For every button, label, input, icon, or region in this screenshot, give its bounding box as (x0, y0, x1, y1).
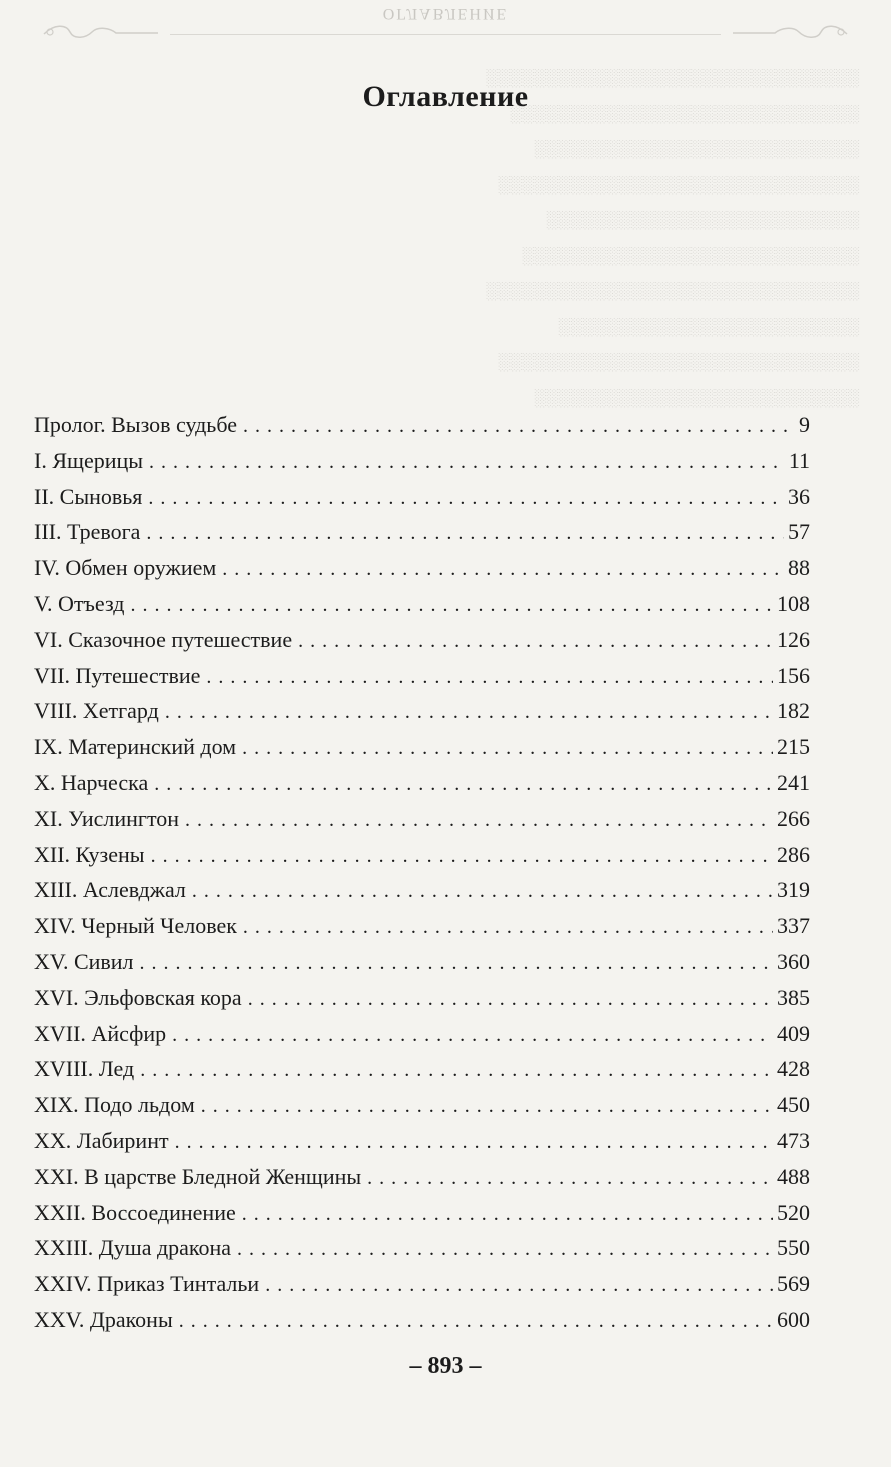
toc-entry-title: Пролог. Вызов судьбе (34, 412, 238, 437)
toc-entry-page: 126 (777, 626, 810, 652)
dot-leader (242, 1195, 773, 1231)
dot-leader (154, 765, 773, 801)
toc-entry[interactable] (34, 1087, 810, 1123)
toc-entry[interactable] (34, 872, 810, 908)
dot-leader (185, 801, 773, 837)
toc-entry[interactable] (34, 514, 810, 550)
page-title: Оглавление (362, 80, 529, 114)
toc-entry-title: XXV. Драконы (34, 1306, 173, 1332)
page-number: – 893 – (409, 1353, 482, 1379)
dot-leader (146, 514, 784, 550)
toc-entry-title: XVIII. Лед (34, 1056, 135, 1082)
toc-entry-page: 88 (788, 555, 810, 581)
toc-entry-page: 600 (777, 1306, 810, 1332)
toc-entry[interactable] (34, 801, 810, 837)
dot-leader (151, 837, 773, 873)
toc-entry[interactable] (34, 980, 810, 1016)
toc-entry-title: VII. Путешествие (34, 662, 201, 688)
dot-leader (201, 1087, 773, 1123)
toc-entry-title: XIII. Аслевджал (34, 877, 186, 903)
toc-entry-title: XVII. Айсфир (34, 1020, 167, 1046)
toc-entry-page: 319 (777, 877, 810, 903)
toc-entry-page: 337 (777, 913, 810, 939)
toc-entry[interactable] (34, 550, 810, 586)
toc-entry-title: XX. Лабиринт (34, 1127, 169, 1153)
dot-leader (175, 1123, 773, 1159)
toc-entry[interactable] (34, 1051, 810, 1087)
toc-entry-title: XI. Уислингтон (34, 805, 180, 831)
toc-entry[interactable] (34, 1159, 810, 1195)
dot-leader (248, 980, 773, 1016)
toc-entry-title: II. Сыновья (34, 483, 143, 509)
toc-entry[interactable] (34, 1016, 810, 1052)
toc-entry-title: IX. Материнский дом (34, 734, 237, 760)
toc-entry-page: 108 (777, 590, 810, 616)
dot-leader (192, 872, 773, 908)
toc-entry-title: XIV. Черный Человек (34, 913, 237, 939)
dot-leader (243, 908, 773, 944)
toc-entry-title: XII. Кузены (34, 841, 145, 867)
toc-entry-page: 241 (777, 769, 810, 795)
toc-entry[interactable] (34, 908, 810, 944)
toc-entry-page: 215 (777, 734, 810, 760)
toc-entry-page: 488 (777, 1163, 810, 1189)
toc-entry-page: 385 (777, 984, 810, 1010)
dot-leader (367, 1159, 773, 1195)
toc-entry-title: XV. Сивил (34, 948, 134, 974)
toc-entry-page: 450 (777, 1092, 810, 1118)
dot-leader (222, 550, 784, 586)
toc-entry-title: XXIV. Приказ Тинтальи (34, 1271, 260, 1297)
ornament-right-icon (731, 22, 851, 42)
toc-entry[interactable] (34, 693, 810, 729)
dot-leader (298, 622, 773, 658)
toc-entry-title: XIX. Подо льдом (34, 1092, 195, 1118)
dot-leader (243, 407, 792, 443)
toc-entry[interactable] (34, 1123, 810, 1159)
toc-entry-page: 428 (777, 1056, 810, 1082)
toc-entry-title: VI. Сказочное путешествие (34, 626, 293, 652)
toc-entry[interactable] (34, 1266, 810, 1302)
toc-entry-page: 360 (777, 948, 810, 974)
toc-entry-page: 266 (777, 805, 810, 831)
toc-entry[interactable] (34, 407, 810, 443)
toc-entry[interactable] (34, 1302, 810, 1338)
ornament-left-icon (40, 22, 160, 42)
toc-entry-page: 11 (788, 447, 810, 473)
dot-leader (237, 1230, 773, 1266)
toc-entry-title: V. Отъезд (34, 590, 125, 616)
toc-entry-page: 286 (777, 841, 810, 867)
toc-entry-page: 569 (777, 1271, 810, 1297)
toc-entry[interactable] (34, 765, 810, 801)
running-head: ОГЛАВЛЕНИЕ (382, 5, 509, 22)
toc-entry-page: 9 (799, 412, 810, 437)
toc-entry-title: III. Тревога (34, 519, 141, 545)
toc-entry[interactable] (34, 729, 810, 765)
toc-entry[interactable] (34, 658, 810, 694)
toc-entry[interactable] (34, 443, 810, 479)
toc-entry-title: X. Нарческа (34, 769, 149, 795)
table-of-contents (34, 407, 810, 1338)
toc-entry-page: 550 (777, 1235, 810, 1261)
dot-leader (242, 729, 773, 765)
dot-leader (130, 586, 773, 622)
dot-leader (206, 658, 773, 694)
dot-leader (179, 1302, 773, 1338)
dot-leader (265, 1266, 773, 1302)
toc-entry[interactable] (34, 1195, 810, 1231)
dot-leader (149, 443, 785, 479)
toc-entry-page: 473 (777, 1127, 810, 1153)
toc-entry-title: XXIII. Душа дракона (34, 1235, 232, 1261)
toc-entry[interactable] (34, 837, 810, 873)
header-rule (170, 34, 721, 35)
toc-entry[interactable] (34, 622, 810, 658)
toc-entry-title: XXII. Воссоединение (34, 1199, 236, 1225)
dot-leader (140, 1051, 773, 1087)
toc-entry[interactable] (34, 586, 810, 622)
toc-entry-page: 520 (777, 1199, 810, 1225)
dot-leader (140, 944, 773, 980)
toc-entry-title: IV. Обмен оружием (34, 555, 217, 581)
toc-entry[interactable] (34, 1230, 810, 1266)
toc-entry[interactable] (34, 479, 810, 515)
bleed-through-texture: ░░░░░░░░░░░░░░░░░░░░░░░░░░░░░░░ ░░░░░░░░░░░░░░░░░░░░░░░░░░░░░ ░░░░░░░░░░░░░░░░░░░░░░░░░░░ ░░░░░░░░░░░░░░░░░░░░░░░░░░░░░░ ░░░░░░░░░░░░░░░░░░░░░░░░░░ ░░░░░░░░░░░░░░░░░░░░░░░░░░░░ ░░░░░░░░░░░░░░░░░░░░░░░░░░░░░░░ ░░░░░░░░░░░░░░░░░░░░░░░░░ ░░░░░░░░░░░░░░░░░░░░░░░░░░░░░░ ░░░░░░░░░░░░░░░░░░░░░░░░░░░ (486, 68, 860, 407)
toc-entry-title: XVI. Эльфовская кора (34, 984, 242, 1010)
toc-entry-title: I. Ящерицы (34, 447, 144, 473)
dot-leader (172, 1016, 773, 1052)
toc-entry-page: 182 (777, 698, 810, 724)
toc-entry-title: XXI. В царстве Бледной Женщины (34, 1163, 362, 1189)
dot-leader (165, 693, 773, 729)
toc-entry[interactable] (34, 944, 810, 980)
toc-entry-page: 57 (788, 519, 810, 545)
toc-entry-page: 409 (777, 1020, 810, 1046)
page-header (40, 0, 851, 48)
toc-entry-page: 36 (788, 483, 810, 509)
dot-leader (148, 479, 784, 515)
toc-entry-title: VIII. Хетгард (34, 698, 159, 724)
toc-entry-page: 156 (777, 662, 810, 688)
